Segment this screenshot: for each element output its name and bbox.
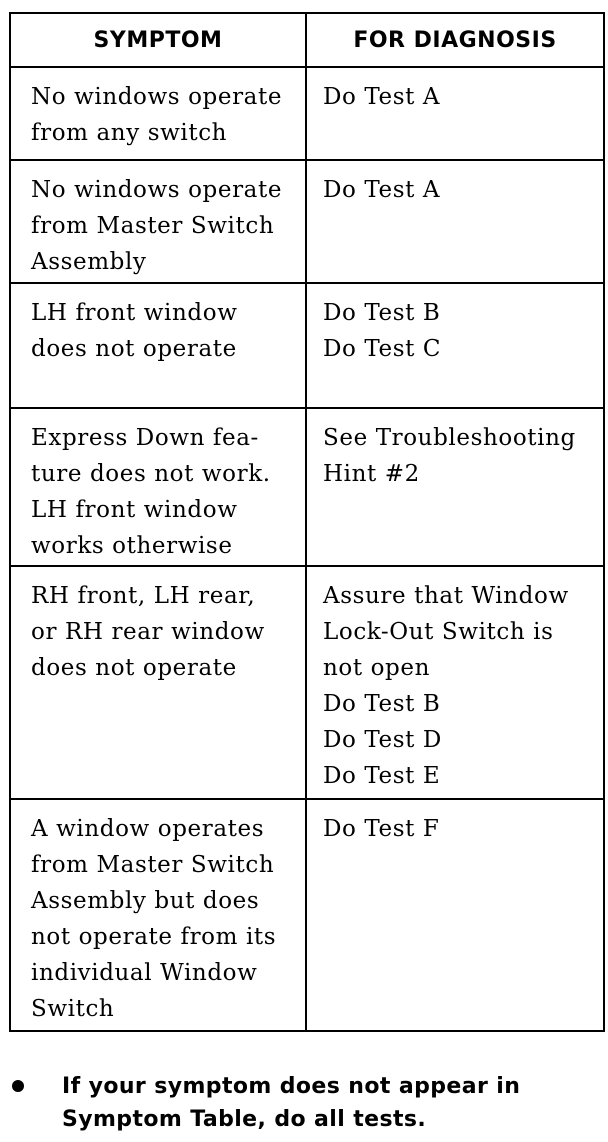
diagnosis-cell bbox=[306, 67, 604, 160]
diagnosis-line: Do Test F bbox=[323, 816, 440, 842]
symptom-line: RH front, LH rear, bbox=[31, 583, 256, 609]
symptom-line: individual Window bbox=[31, 960, 258, 986]
bullet-icon bbox=[12, 1080, 24, 1092]
symptom-line: does not operate bbox=[31, 336, 237, 362]
symptom-line: No windows operate bbox=[31, 177, 283, 203]
diagnosis-line: Do Test A bbox=[323, 177, 441, 203]
symptom-cell bbox=[10, 566, 306, 799]
diagnosis-cell bbox=[306, 566, 604, 799]
diagnosis-cell bbox=[306, 799, 604, 1031]
table-row bbox=[10, 283, 604, 408]
table-row bbox=[10, 160, 604, 283]
footnote-line: If your symptom does not appear in bbox=[62, 1074, 521, 1099]
symptom-line: ture does not work. bbox=[31, 461, 271, 487]
diagnosis-line: Do Test D bbox=[323, 727, 442, 753]
diagnosis-cell bbox=[306, 283, 604, 408]
table-row bbox=[10, 408, 604, 566]
symptom-cell bbox=[10, 283, 306, 408]
table-row bbox=[10, 67, 604, 160]
symptom-line: Assembly but does bbox=[31, 888, 260, 914]
symptom-cell bbox=[10, 799, 306, 1031]
symptom-line: from any switch bbox=[31, 120, 228, 146]
symptom-cell bbox=[10, 408, 306, 566]
diagnosis-line: Do Test A bbox=[323, 84, 441, 110]
header-for-diagnosis: FOR DIAGNOSIS bbox=[306, 13, 604, 67]
symptom-line: Assembly bbox=[31, 249, 147, 275]
table-row bbox=[10, 799, 604, 1031]
symptom-line: A window operates bbox=[31, 816, 265, 842]
symptom-line: not operate from its bbox=[31, 924, 277, 950]
table-row bbox=[10, 566, 604, 799]
symptom-line: from Master Switch bbox=[31, 852, 275, 878]
symptom-line: Switch bbox=[31, 996, 115, 1022]
diagnosis-cell bbox=[306, 160, 604, 283]
diagnosis-line: not open bbox=[323, 655, 431, 681]
diagnosis-line: Do Test E bbox=[323, 763, 441, 789]
diagnosis-line: Hint #2 bbox=[323, 461, 420, 487]
symptom-line: works otherwise bbox=[31, 533, 233, 559]
diagnosis-cell bbox=[306, 408, 604, 566]
symptom-table bbox=[9, 12, 605, 1032]
symptom-cell bbox=[10, 160, 306, 283]
symptom-line: LH front window bbox=[31, 497, 238, 523]
header-symptom: SYMPTOM bbox=[10, 13, 306, 67]
table-header-row bbox=[10, 13, 604, 67]
diagnosis-line: Assure that Window bbox=[323, 583, 569, 609]
footnote-line: Symptom Table, do all tests. bbox=[62, 1107, 427, 1132]
symptom-line: or RH rear window bbox=[31, 619, 265, 645]
symptom-line: from Master Switch bbox=[31, 213, 275, 239]
diagnosis-line: Do Test B bbox=[323, 300, 441, 326]
footnote-text bbox=[62, 1070, 520, 1136]
symptom-line: Express Down fea- bbox=[31, 425, 259, 451]
diagnosis-line: Do Test C bbox=[323, 336, 442, 362]
symptom-line: LH front window bbox=[31, 300, 238, 326]
diagnosis-line: Lock-Out Switch is bbox=[323, 619, 554, 645]
symptom-line: does not operate bbox=[31, 655, 237, 681]
symptom-cell bbox=[10, 67, 306, 160]
symptom-line: No windows operate bbox=[31, 84, 283, 110]
diagnosis-line: Do Test B bbox=[323, 691, 441, 717]
diagnosis-line: See Troubleshooting bbox=[323, 425, 576, 451]
